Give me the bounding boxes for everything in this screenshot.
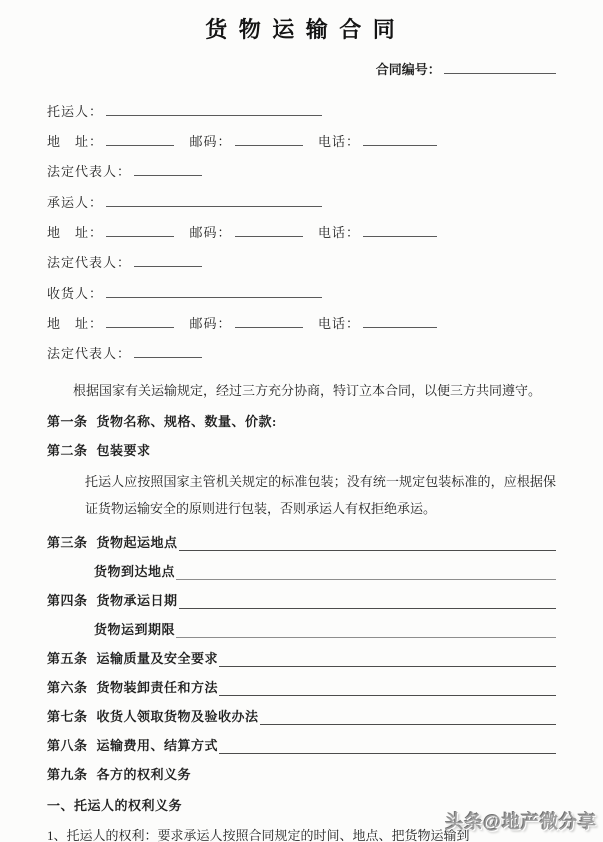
carrier-name-row <box>47 193 556 210</box>
consignee-name-blank[interactable] <box>106 284 322 298</box>
article-3-heading <box>47 535 556 551</box>
article-7-number: 第七条 <box>47 709 88 724</box>
carrier-contact-row <box>47 223 556 240</box>
article-2-title: 包装要求 <box>96 443 151 458</box>
article-9-title: 各方的权利义务 <box>96 767 192 782</box>
article-8-number: 第八条 <box>47 738 88 753</box>
shipper-name-row <box>47 102 556 119</box>
departure-place-blank[interactable] <box>179 538 556 551</box>
quality-safety-blank[interactable] <box>219 654 556 667</box>
shipper-legal-rep-row <box>47 162 556 179</box>
consignee-label: 收货人： <box>47 286 104 301</box>
article-1-number: 第一条 <box>47 414 88 429</box>
consignee-phone-blank[interactable] <box>363 314 437 328</box>
carriage-date-blank[interactable] <box>179 596 556 609</box>
phone-label: 电话： <box>318 134 361 149</box>
phone-label: 电话： <box>318 225 361 240</box>
article-5-heading <box>47 651 556 667</box>
document-title: 货 物 运 输 合 同 <box>205 17 398 42</box>
consignee-legal-rep-row <box>47 344 556 361</box>
arrival-place-blank[interactable] <box>176 567 556 580</box>
article-4-heading <box>47 593 556 609</box>
carrier-legal-rep-blank[interactable] <box>134 253 202 267</box>
article-4-number: 第四条 <box>47 593 88 608</box>
carrier-name-blank[interactable] <box>106 193 322 207</box>
article-1-title: 货物名称、规格、数量、价款: <box>96 414 277 429</box>
shipper-contact-row <box>47 132 556 149</box>
articles-section <box>47 414 556 842</box>
article-4-sub-title: 货物运到期限 <box>94 622 176 637</box>
legal-rep-label: 法定代表人： <box>47 346 132 361</box>
article-5-number: 第五条 <box>47 651 88 666</box>
consignee-name-row <box>47 284 556 301</box>
delivery-deadline-blank[interactable] <box>176 625 556 638</box>
consignee-legal-rep-blank[interactable] <box>134 344 202 358</box>
article-6-heading <box>47 680 556 696</box>
article-9-heading <box>47 767 556 783</box>
parties-section <box>47 102 556 361</box>
article-5-title: 运输质量及安全要求 <box>96 651 219 666</box>
contract-no-blank[interactable] <box>444 60 556 74</box>
shipper-legal-rep-blank[interactable] <box>134 162 202 176</box>
article-3-sub-title: 货物到达地点 <box>94 564 176 579</box>
article-3-title: 货物起运地点 <box>96 535 178 550</box>
shipper-address-blank[interactable] <box>106 132 174 146</box>
watermark-text: 头条@地产微分享 <box>445 812 597 832</box>
carrier-label: 承运人： <box>47 195 104 210</box>
article-6-number: 第六条 <box>47 680 88 695</box>
carrier-address-blank[interactable] <box>106 223 174 237</box>
legal-rep-label: 法定代表人： <box>47 164 132 179</box>
contract-no-label: 合同编号： <box>375 62 441 77</box>
article-8-heading <box>47 738 556 754</box>
article-3-subline <box>94 564 556 580</box>
article-4-subline <box>94 622 556 638</box>
shipper-name-blank[interactable] <box>106 102 322 116</box>
article-3-number: 第三条 <box>47 535 88 550</box>
article-7-heading <box>47 709 556 725</box>
contract-preamble: 根据国家有关运输规定，经过三方充分协商，特订立本合同，以便三方共同遵守。 <box>73 383 542 398</box>
article-7-title: 收货人领取货物及验收办法 <box>96 709 259 724</box>
postcode-label: 邮码： <box>189 134 232 149</box>
contract-no-row <box>47 59 556 78</box>
party-block-carrier <box>47 193 556 270</box>
carrier-phone-blank[interactable] <box>363 223 437 237</box>
party-block-consignee <box>47 284 556 361</box>
shipper-postcode-blank[interactable] <box>235 132 303 146</box>
consignee-postcode-blank[interactable] <box>235 314 303 328</box>
party-block-shipper <box>47 102 556 179</box>
phone-label: 电话： <box>318 316 361 331</box>
article-6-title: 货物装卸责任和方法 <box>96 680 219 695</box>
article-8-title: 运输费用、结算方式 <box>96 738 219 753</box>
shipper-label: 托运人： <box>47 104 104 119</box>
article-4-title: 货物承运日期 <box>96 593 178 608</box>
article-1-heading <box>47 414 556 430</box>
carrier-postcode-blank[interactable] <box>235 223 303 237</box>
postcode-label: 邮码： <box>189 225 232 240</box>
article-2-number: 第二条 <box>47 443 88 458</box>
freight-settlement-blank[interactable] <box>219 741 556 754</box>
section-shipper-rights-heading: 一、托运人的权利义务 <box>47 798 183 813</box>
acceptance-method-blank[interactable] <box>260 712 556 725</box>
carrier-legal-rep-row <box>47 253 556 270</box>
shipper-rights-item-1: 1、托运人的权利：要求承运人按照合同规定的时间、地点、把货物运输到 <box>47 828 470 842</box>
loading-method-blank[interactable] <box>219 683 556 696</box>
shipper-phone-blank[interactable] <box>363 132 437 146</box>
article-9-number: 第九条 <box>47 767 88 782</box>
legal-rep-label: 法定代表人： <box>47 255 132 270</box>
address-label: 地 址： <box>47 225 104 240</box>
consignee-contact-row <box>47 314 556 331</box>
postcode-label: 邮码： <box>189 316 232 331</box>
address-label: 地 址： <box>47 316 104 331</box>
address-label: 地 址： <box>47 134 104 149</box>
consignee-address-blank[interactable] <box>106 314 174 328</box>
article-2-heading <box>47 443 556 459</box>
article-2-body: 托运人应按照国家主管机关规定的标准包装；没有统一规定包装标准的，应根据保证货物运输安全的原则进行包装，否则承运人有权拒绝承运。 <box>85 474 556 516</box>
